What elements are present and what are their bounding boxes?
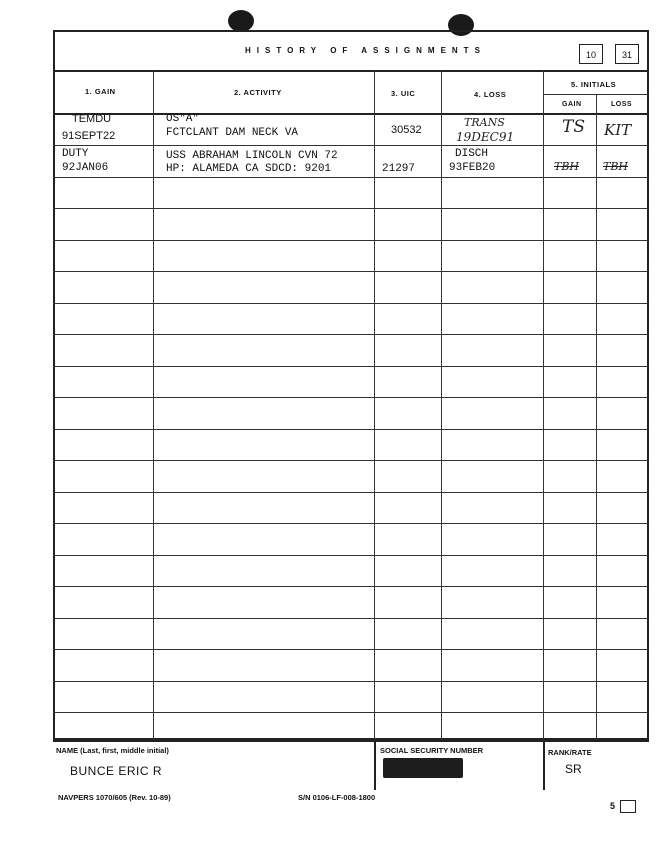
row-rule-11 — [53, 460, 649, 461]
row-rule-16 — [53, 618, 649, 619]
row2-gain-type: DUTY — [62, 148, 89, 160]
header-initials-gain: GAIN — [562, 101, 582, 108]
ssn-label: SOCIAL SECURITY NUMBER — [380, 746, 484, 755]
sheet-number — [610, 800, 636, 813]
rank-label: RANK/RATE — [548, 748, 592, 757]
header-loss: 4. LOSS — [474, 90, 507, 99]
row2-initials-loss: TBH — [603, 160, 629, 173]
row-rule-2 — [53, 177, 649, 178]
form-id: NAVPERS 1070/605 (Rev. 10-89) — [58, 793, 171, 802]
row1-initials-loss: KIT — [604, 121, 632, 139]
stock-number: S/N 0106-LF-008-1800 — [298, 793, 376, 802]
row-rule-1 — [53, 145, 649, 146]
row-rule-10 — [53, 429, 649, 430]
row-rule-5 — [53, 271, 649, 272]
row2-activity-line1: USS ABRAHAM LINCOLN CVN 72 — [166, 150, 338, 162]
header-gain: 1. GAIN — [85, 87, 116, 96]
punch-hole-left — [228, 10, 254, 32]
header-activity: 2. ACTIVITY — [234, 88, 282, 97]
col-divider-2 — [374, 70, 375, 740]
row2-uic: 21297 — [382, 163, 416, 175]
row2-activity-line2: HP: ALAMEDA CA SDCD: 9201 — [166, 163, 332, 175]
footer-divider-1 — [374, 740, 376, 790]
row2-initials-gain: TBH — [554, 160, 580, 173]
row-rule-6 — [53, 303, 649, 304]
rank-value: SR — [565, 762, 582, 776]
row-rule-4 — [53, 240, 649, 241]
footer-top-rule — [53, 740, 649, 742]
row-rule-17 — [53, 649, 649, 650]
name-label: NAME (Last, first, middle initial) — [56, 746, 169, 755]
row1-loss-line2: 19DEC91 — [456, 130, 515, 144]
name-value: BUNCE ERIC R — [70, 764, 163, 778]
row-rule-19 — [53, 712, 649, 713]
row1-initials-gain: TS — [562, 117, 585, 137]
row2-loss-line2: 93FEB20 — [449, 162, 496, 174]
footer-divider-2 — [543, 740, 545, 790]
row1-gain-date: 91SEPT22 — [62, 130, 116, 142]
row1-loss-line1: TRANS — [464, 116, 505, 129]
page-total-box: 31 — [615, 44, 639, 64]
header-top-rule — [53, 70, 649, 72]
header-uic: 3. UIC — [391, 89, 416, 98]
header-bottom-rule — [53, 113, 649, 115]
row-rule-15 — [53, 586, 649, 587]
header-initials: 5. INITIALS — [571, 80, 617, 89]
row-rule-13 — [53, 523, 649, 524]
form-title: HISTORY OF ASSIGNMENTS — [245, 46, 486, 55]
col-divider-3 — [441, 70, 442, 740]
row-rule-9 — [53, 397, 649, 398]
col-divider-1 — [153, 70, 154, 740]
form-frame — [53, 30, 649, 740]
row-rule-12 — [53, 492, 649, 493]
row2-gain-date: 92JAN06 — [62, 162, 109, 174]
col-divider-5 — [596, 94, 597, 740]
row1-activity-line2: FCTCLANT DAM NECK VA — [166, 127, 299, 139]
row2-loss-line1: DISCH — [455, 148, 489, 160]
row1-gain-type: TEMDU — [72, 113, 112, 125]
header-initials-loss: LOSS — [611, 101, 633, 108]
ssn-redaction — [383, 758, 463, 778]
row-rule-8 — [53, 366, 649, 367]
row-rule-14 — [53, 555, 649, 556]
row1-activity-line1: OS"A" — [166, 113, 200, 125]
page-number-box: 10 — [579, 44, 603, 64]
sheet-box — [620, 800, 636, 813]
sheet-number-text: 5 — [610, 800, 616, 811]
row-rule-7 — [53, 334, 649, 335]
row1-uic: 30532 — [391, 124, 422, 136]
row-rule-18 — [53, 681, 649, 682]
col-divider-4 — [543, 70, 544, 740]
row-rule-3 — [53, 208, 649, 209]
